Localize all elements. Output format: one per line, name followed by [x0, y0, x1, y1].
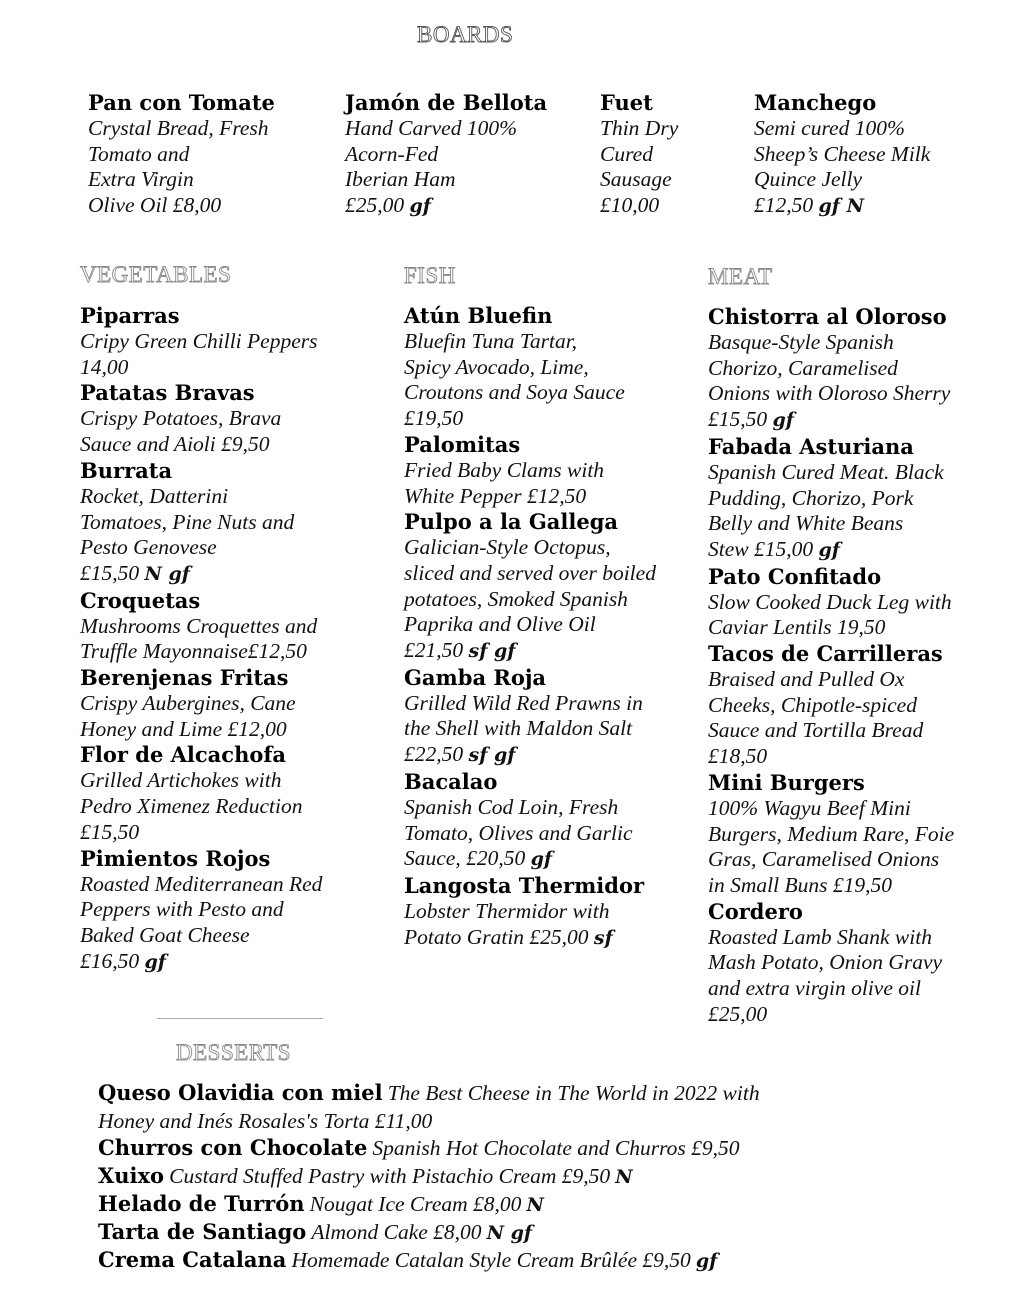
fish-title: FISH — [404, 263, 456, 288]
dish-name: Patatas Bravas — [80, 380, 255, 406]
dish-description-line: Stew £15,00 gf — [708, 536, 840, 561]
meat-menu-item — [708, 770, 978, 899]
dish-description-line: Baked Goat Cheese — [80, 922, 250, 947]
dish-description-line: Crispy Aubergines, Cane — [80, 691, 296, 716]
dish-name: Helado de Turrón — [98, 1191, 305, 1216]
dish-description-line: Pudding, Chorizo, Pork — [708, 485, 914, 510]
dish-description-line: Sausage — [600, 167, 672, 192]
dish-description-line: Croutons and Soya Sauce — [404, 380, 625, 405]
dish-description-line: Cured — [600, 141, 653, 166]
dish-description-line: Rocket, Datterini — [80, 483, 229, 508]
dish-description-line: Pesto Genovese — [80, 535, 217, 560]
dish-name: Manchego — [754, 90, 877, 115]
dish-description-line: Extra Virgin — [88, 167, 194, 192]
dish-description-line: Cheeks, Chipotle-spiced — [708, 692, 917, 717]
meat-title: MEAT — [708, 264, 773, 289]
dietary-tag: gf — [409, 195, 431, 218]
dish-description-line: Peppers with Pesto and — [80, 897, 284, 922]
dish-description-line: £25,00 — [708, 1001, 768, 1026]
dish-description-line: Cripy Green Chilli Peppers — [80, 329, 318, 353]
dietary-tag: sf gf — [468, 640, 516, 663]
dish-name: Tarta de Santiago — [98, 1219, 307, 1244]
dish-name: Pato Confitado — [708, 563, 882, 589]
dietary-tag: gf — [818, 538, 840, 561]
dish-description-line: £10,00 — [600, 193, 660, 218]
meat-menu-item — [708, 434, 978, 564]
dietary-tag: gf — [530, 848, 553, 871]
dish-description-line: Tomato, Olives and Garlic — [404, 820, 633, 845]
vegetables-menu-item — [80, 458, 330, 588]
dish-description-line: Roasted Lamb Shank with — [708, 924, 932, 949]
dietary-tag: gf — [144, 950, 166, 973]
dish-name: Burrata — [80, 457, 173, 483]
dish-description-line: Roasted Mediterranean Red — [80, 871, 323, 896]
dish-description-line: and extra virgin olive oil — [708, 976, 921, 1001]
fish-menu-item — [404, 432, 664, 509]
dietary-tag: gf — [695, 1250, 718, 1272]
dietary-tag: N — [526, 1194, 544, 1216]
dish-name: Mini Burgers — [708, 769, 865, 795]
board-item — [345, 90, 575, 220]
dish-description-line: Truffle Mayonnaise£12,50 — [80, 639, 307, 664]
dish-description: Homemade Catalan Style Cream Brûlée £9,50 — [291, 1248, 691, 1272]
dish-description-line: Grilled Wild Red Prawns in — [404, 690, 643, 715]
dish-description-line: Slow Cooked Duck Leg with — [708, 589, 952, 614]
meat-section — [708, 304, 978, 1027]
dish-description-line: Quince Jelly — [754, 167, 863, 192]
meat-menu-item — [708, 304, 978, 434]
dish-description-line: Olive Oil £8,00 — [88, 193, 222, 218]
fish-menu-item — [404, 509, 664, 665]
meat-menu-item — [708, 899, 978, 1028]
vegetables-menu-item — [80, 303, 330, 380]
dish-description-line: Tomatoes, Pine Nuts and — [80, 509, 295, 534]
dish-name: Fabada Asturiana — [708, 433, 914, 459]
vegetables-menu-item — [80, 380, 330, 457]
dietary-tag: sf gf — [468, 744, 516, 767]
dish-name: Croquetas — [80, 587, 201, 613]
dish-name: Chistorra al Oloroso — [708, 304, 947, 329]
dish-description: The Best Cheese in The World in 2022 with — [387, 1081, 760, 1105]
dessert-item — [98, 1247, 978, 1275]
dish-description-line: Mash Potato, Onion Gravy — [708, 950, 943, 975]
dessert-item — [98, 1191, 978, 1219]
dish-name: Jamón de Bellota — [345, 90, 548, 115]
dish-description: Nougat Ice Cream £8,00 — [309, 1192, 522, 1216]
dish-description-line: Belly and White Beans — [708, 511, 904, 536]
dish-description-line: Acorn-Fed — [345, 141, 439, 166]
vegetables-title: VEGETABLES — [80, 262, 232, 287]
dish-description-line: £18,50 — [708, 744, 768, 769]
dish-name: Gamba Roja — [404, 664, 547, 690]
dish-description-line: Thin Dry — [600, 116, 679, 140]
dessert-item — [98, 1135, 978, 1163]
dish-name: Tacos de Carrilleras — [708, 641, 943, 667]
dish-description-line: 100% Wagyu Beef Mini — [708, 795, 911, 820]
dish-description-line: in Small Buns £19,50 — [708, 872, 892, 897]
dish-description-line: Onions with Oloroso Sherry — [708, 381, 951, 406]
dish-description-line: Tomato and — [88, 141, 190, 166]
fish-menu-item — [404, 873, 664, 951]
dish-description-line: £12,50 gf N — [754, 193, 864, 218]
dish-description-line: Basque-Style Spanish — [708, 330, 894, 354]
dish-name: Queso Olavidia con miel — [98, 1080, 383, 1105]
vegetables-menu-item — [80, 742, 330, 845]
dish-description-line: Lobster Thermidor with — [404, 898, 610, 923]
fish-menu-item — [404, 665, 664, 769]
board-item — [754, 90, 954, 220]
dish-description-line: 14,00 — [80, 354, 129, 379]
meat-menu-item — [708, 641, 978, 770]
dish-description-line: Crispy Potatoes, Brava — [80, 406, 282, 431]
dish-description-line: Sauce and Tortilla Bread — [708, 718, 924, 743]
dish-description-line: Burgers, Medium Rare, Foie — [708, 821, 955, 846]
dish-description-line: Chorizo, Caramelised — [708, 355, 898, 380]
dish-description-line: Gras, Caramelised Onions — [708, 847, 940, 872]
dish-description-line: £25,00 gf — [345, 193, 431, 218]
dish-name: Pimientos Rojos — [80, 845, 271, 871]
dish-description-line: Honey and Lime £12,00 — [80, 716, 287, 741]
dish-description-line: Sheep’s Cheese Milk — [754, 141, 931, 166]
dish-name: Churros con Chocolate — [98, 1135, 368, 1160]
dish-name: Cordero — [708, 898, 803, 924]
board-item — [88, 90, 318, 219]
desserts-section — [98, 1080, 978, 1275]
dish-description-line: Hand Carved 100% — [345, 116, 517, 140]
dish-description-line: sliced and served over boiled — [404, 560, 656, 585]
dish-name: Pan con Tomate — [88, 90, 275, 115]
dessert-item — [98, 1080, 978, 1108]
dietary-tag: gf N — [818, 195, 864, 218]
dish-description-line: £22,50 sf gf — [404, 742, 516, 767]
meat-menu-item — [708, 564, 978, 641]
dish-description-line: Braised and Pulled Ox — [708, 667, 905, 692]
vegetables-menu-item — [80, 588, 330, 665]
dish-description-line: Galician-Style Octopus, — [404, 535, 611, 560]
dish-description-line: Bluefin Tuna Tartar, — [404, 329, 578, 353]
dish-description-line: Semi cured 100% — [754, 116, 905, 140]
dish-description-line: Crystal Bread, Fresh — [88, 116, 269, 140]
dish-name: Fuet — [600, 90, 653, 115]
dish-description-line: the Shell with Maldon Salt — [404, 716, 633, 741]
dish-description-line: £15,50 gf — [708, 407, 794, 432]
dish-name: Crema Catalana — [98, 1247, 287, 1272]
dish-name: Piparras — [80, 303, 180, 328]
dish-description-line: Iberian Ham — [345, 167, 456, 192]
dish-description-line: £16,50 gf — [80, 948, 166, 973]
vegetables-menu-item — [80, 846, 330, 976]
dish-description: Almond Cake £8,00 — [311, 1220, 482, 1244]
dish-description: Spanish Hot Chocolate and Churros £9,50 — [372, 1136, 740, 1160]
dish-name: Langosta Thermidor — [404, 872, 645, 898]
dietary-tag: gf — [772, 409, 794, 432]
desserts-divider — [157, 1018, 323, 1019]
vegetables-menu-item — [80, 665, 330, 742]
dish-name: Xuixo — [98, 1163, 165, 1188]
fish-menu-item — [404, 769, 664, 873]
dish-description-line: Fried Baby Clams with — [404, 457, 605, 482]
dish-description-line: Grilled Artichokes with — [80, 768, 282, 793]
dish-description-line: White Pepper £12,50 — [404, 483, 587, 508]
dish-description-line: Spanish Cured Meat. Black — [708, 459, 944, 484]
dish-description-line: Mushrooms Croquettes and — [80, 613, 318, 638]
dessert-item — [98, 1163, 978, 1191]
dish-description-line: Honey and Inés Rosales's Torta £11,00 — [98, 1109, 433, 1133]
dish-name: Atún Bluefin — [404, 303, 553, 328]
fish-menu-item — [404, 303, 664, 432]
dessert-item — [98, 1219, 978, 1247]
dish-description-line: potatoes, Smoked Spanish — [404, 586, 628, 611]
dish-description-line: £19,50 — [404, 406, 464, 431]
dish-description-line: Pedro Ximenez Reduction — [80, 794, 303, 819]
dish-description-line: Spanish Cod Loin, Fresh — [404, 794, 619, 819]
boards-title: BOARDS — [417, 22, 514, 47]
dish-name: Pulpo a la Gallega — [404, 509, 618, 535]
board-item — [600, 90, 740, 219]
desserts-title: DESSERTS — [176, 1040, 292, 1065]
dish-name: Flor de Alcachofa — [80, 742, 286, 768]
vegetables-section — [80, 303, 330, 975]
dish-description-line: Paprika and Olive Oil — [404, 612, 596, 637]
dish-description-line: £15,50 — [80, 819, 140, 844]
dish-description-line: £21,50 sf gf — [404, 638, 516, 663]
dish-name: Berenjenas Fritas — [80, 665, 289, 691]
dish-description-line: Sauce and Aioli £9,50 — [80, 432, 270, 457]
dish-description-line: Potato Gratin £25,00 sf — [404, 924, 613, 949]
dish-description-line: Spicy Avocado, Lime, — [404, 354, 589, 379]
dish-name: Bacalao — [404, 768, 498, 794]
dish-description-line: £15,50 N gf — [80, 560, 190, 585]
dish-description: Custard Stuffed Pastry with Pistachio Cream £9,50 — [169, 1164, 611, 1188]
dish-description-line: Sauce, £20,50 gf — [404, 846, 553, 871]
fish-section — [404, 303, 664, 951]
dietary-tag: N gf — [486, 1222, 533, 1244]
dish-name: Palomitas — [404, 431, 521, 457]
dietary-tag: N — [615, 1166, 633, 1188]
dietary-tag: sf — [593, 926, 613, 949]
dish-description-line: Caviar Lentils 19,50 — [708, 615, 886, 640]
dietary-tag: N gf — [144, 562, 190, 585]
